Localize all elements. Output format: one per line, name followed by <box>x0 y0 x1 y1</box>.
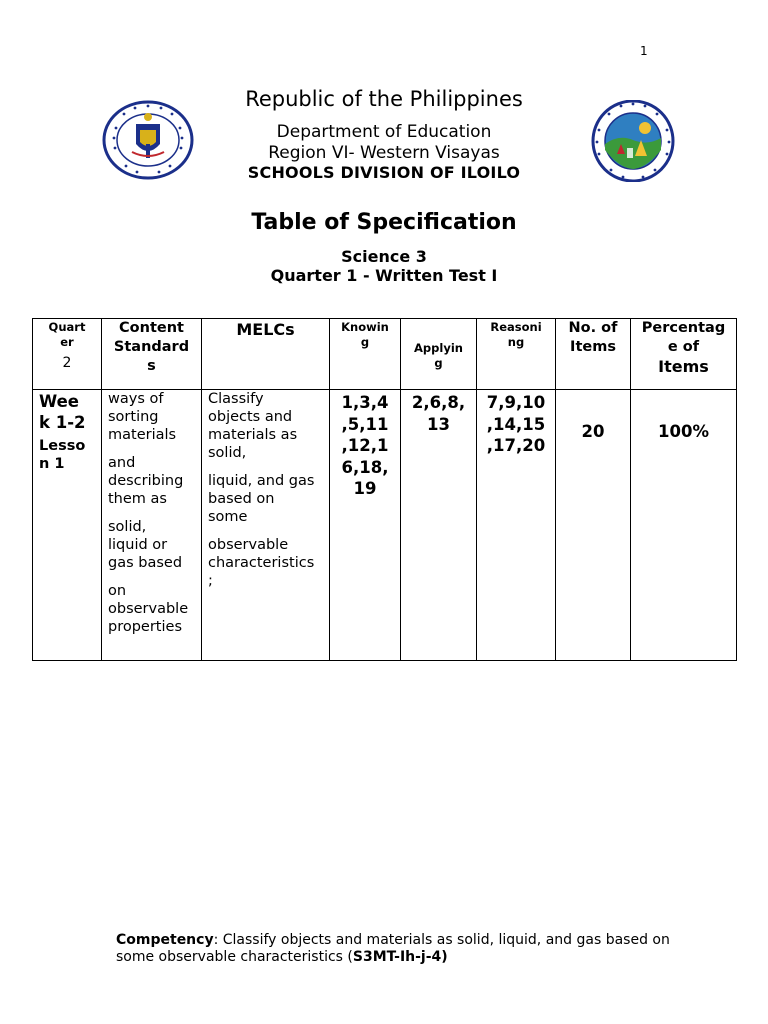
header-quarter: Quart er 2 <box>33 319 102 390</box>
competency-statement <box>116 932 676 966</box>
cell-percentage: 100% <box>631 390 737 661</box>
lesson-label: Lesso n 1 <box>39 438 86 472</box>
department-heading: Department of Education <box>276 122 492 142</box>
header-melcs: MELCs <box>202 319 330 390</box>
cell-no-of-items: 20 <box>556 390 631 661</box>
header-reasoning: Reasoni ng <box>477 319 556 390</box>
cell-week-lesson <box>33 390 102 661</box>
division-heading: SCHOOLS DIVISION OF ILOILO <box>247 163 521 182</box>
competency-text: : Classify objects and materials as solid, liquid, and gas based on some observable characteristics ( <box>116 932 670 965</box>
header-content-standards: Content Standard s <box>102 319 202 390</box>
week-label: Wee k 1-2 <box>39 392 86 432</box>
cell-applying-items: 2,6,8, 13 <box>401 390 477 661</box>
header-no-of-items: No. of Items <box>556 319 631 390</box>
table-header-row <box>33 319 737 390</box>
header-applying: Applyin g <box>401 319 477 390</box>
cell-content-standards: ways of sorting materials and describing them as solid, liquid or gas based on observable properties <box>102 390 202 661</box>
cell-melcs: Classify objects and materials as solid, liquid, and gas based on some observable characteristics ; <box>202 390 330 661</box>
table-row <box>33 390 737 661</box>
quarter-number: 2 <box>62 355 72 371</box>
page-number: 1 <box>640 44 648 58</box>
competency-label: Competency <box>116 932 214 948</box>
competency-code: S3MT-Ih-j-4) <box>352 949 448 965</box>
document-title: Table of Specification <box>251 210 517 235</box>
cell-reasoning-items: 7,9,10 ,14,15 ,17,20 <box>477 390 556 661</box>
subject-heading: Science 3 <box>341 247 427 266</box>
quarter-heading: Quarter 1 - Written Test I <box>270 266 498 285</box>
header-percentage: Percentag e of Items <box>631 319 737 390</box>
region-heading: Region VI- Western Visayas <box>268 143 500 163</box>
cell-knowing-items: 1,3,4 ,5,11 ,12,1 6,18, 19 <box>330 390 401 661</box>
specification-table <box>32 318 737 661</box>
republic-heading: Republic of the Philippines <box>245 87 523 111</box>
header-knowing: Knowin g <box>330 319 401 390</box>
